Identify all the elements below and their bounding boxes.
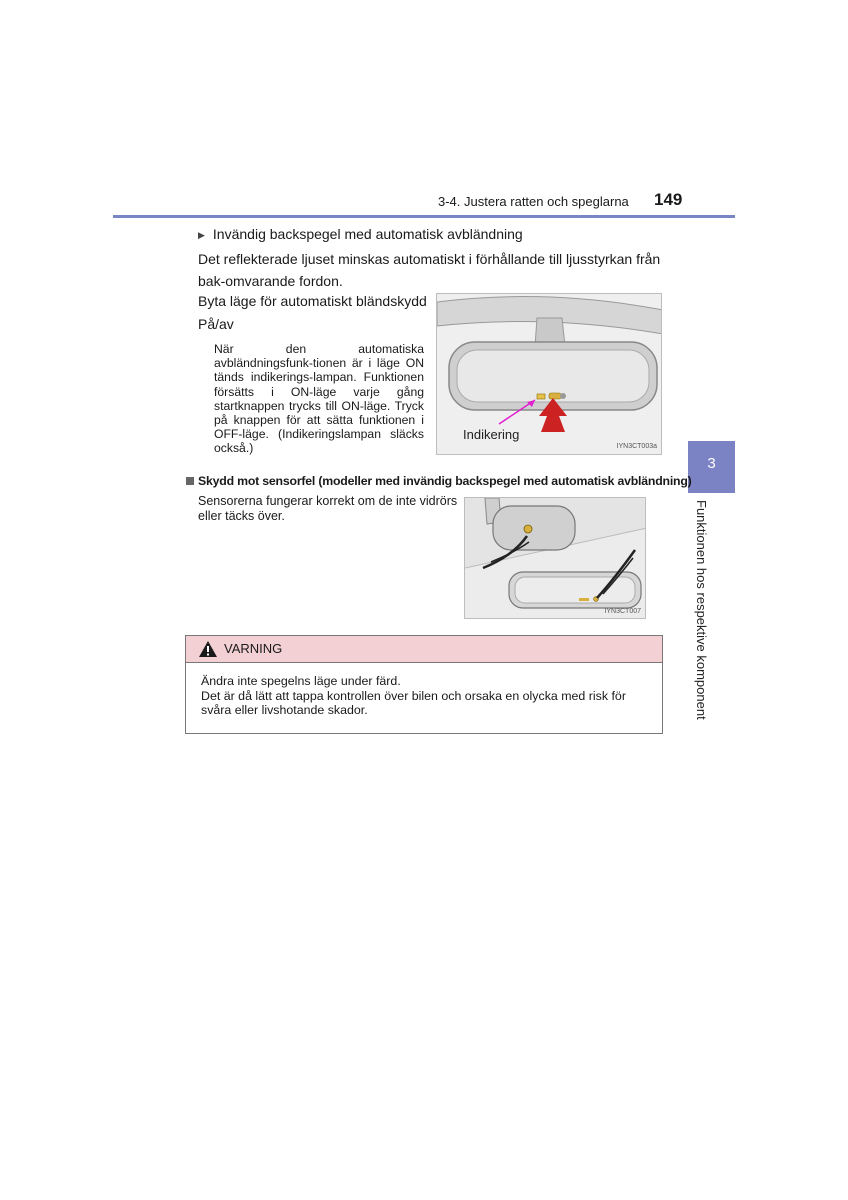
mirror-sensor-illustration bbox=[465, 498, 646, 619]
page-number: 149 bbox=[654, 190, 683, 209]
bullet-triangle-icon: ▶ bbox=[198, 230, 205, 240]
chapter-title: Funktionen hos respektive komponent bbox=[694, 500, 709, 720]
warning-line-2: Det är då lätt att tappa kontrollen över bilen och orsaka en olycka med risk för svåra eller livshotande skador. bbox=[201, 688, 626, 717]
sensor-heading-text: Skydd mot sensorfel (modeller med invändig backspegel med automatisk avbländning) bbox=[198, 474, 692, 488]
figure-code: IYN3CT007 bbox=[604, 608, 641, 615]
warning-icon bbox=[198, 640, 218, 658]
figure-code: IYN3CT003a bbox=[616, 443, 657, 450]
bullet-square-icon bbox=[186, 477, 194, 485]
sensor-body: Sensorerna fungerar korrekt om de inte vidrörs eller täcks över. bbox=[198, 494, 458, 523]
header-divider bbox=[113, 215, 735, 218]
mode-title: Byta läge för automatiskt bländskydd bbox=[198, 293, 427, 309]
sensor-heading bbox=[186, 474, 692, 488]
indicator-label: Indikering bbox=[463, 427, 520, 442]
warning-title: VARNING bbox=[224, 641, 283, 656]
mode-description: När den automatiska avbländningsfunk-tionen är i läge ON tänds indikerings-lampan. Funktionen försätts i ON-läge varje gång startknappen trycks till ON-läge. Tryck på knappen för att sätta funktionen i OFF-läge. (Indikeringslampan släcks också.) bbox=[214, 342, 424, 456]
mode-value: På/av bbox=[198, 316, 234, 332]
mirror-subheading bbox=[198, 226, 523, 242]
chapter-tab: 3 bbox=[688, 441, 735, 493]
warning-body bbox=[201, 674, 657, 718]
mirror-paragraph: Det reflekterade ljuset minskas automatiskt i förhållande till ljusstyrkan från bak-omvarande fordon. bbox=[198, 251, 661, 289]
sensor-figure bbox=[464, 497, 646, 619]
mirror-figure bbox=[436, 293, 662, 455]
section-title: 3-4. Justera ratten och speglarna bbox=[438, 194, 629, 209]
warning-line-1: Ändra inte spegelns läge under färd. bbox=[201, 674, 401, 688]
warning-header bbox=[186, 636, 662, 663]
warning-box bbox=[185, 635, 663, 734]
mirror-subheading-text: Invändig backspegel med automatisk avbländning bbox=[212, 226, 523, 242]
